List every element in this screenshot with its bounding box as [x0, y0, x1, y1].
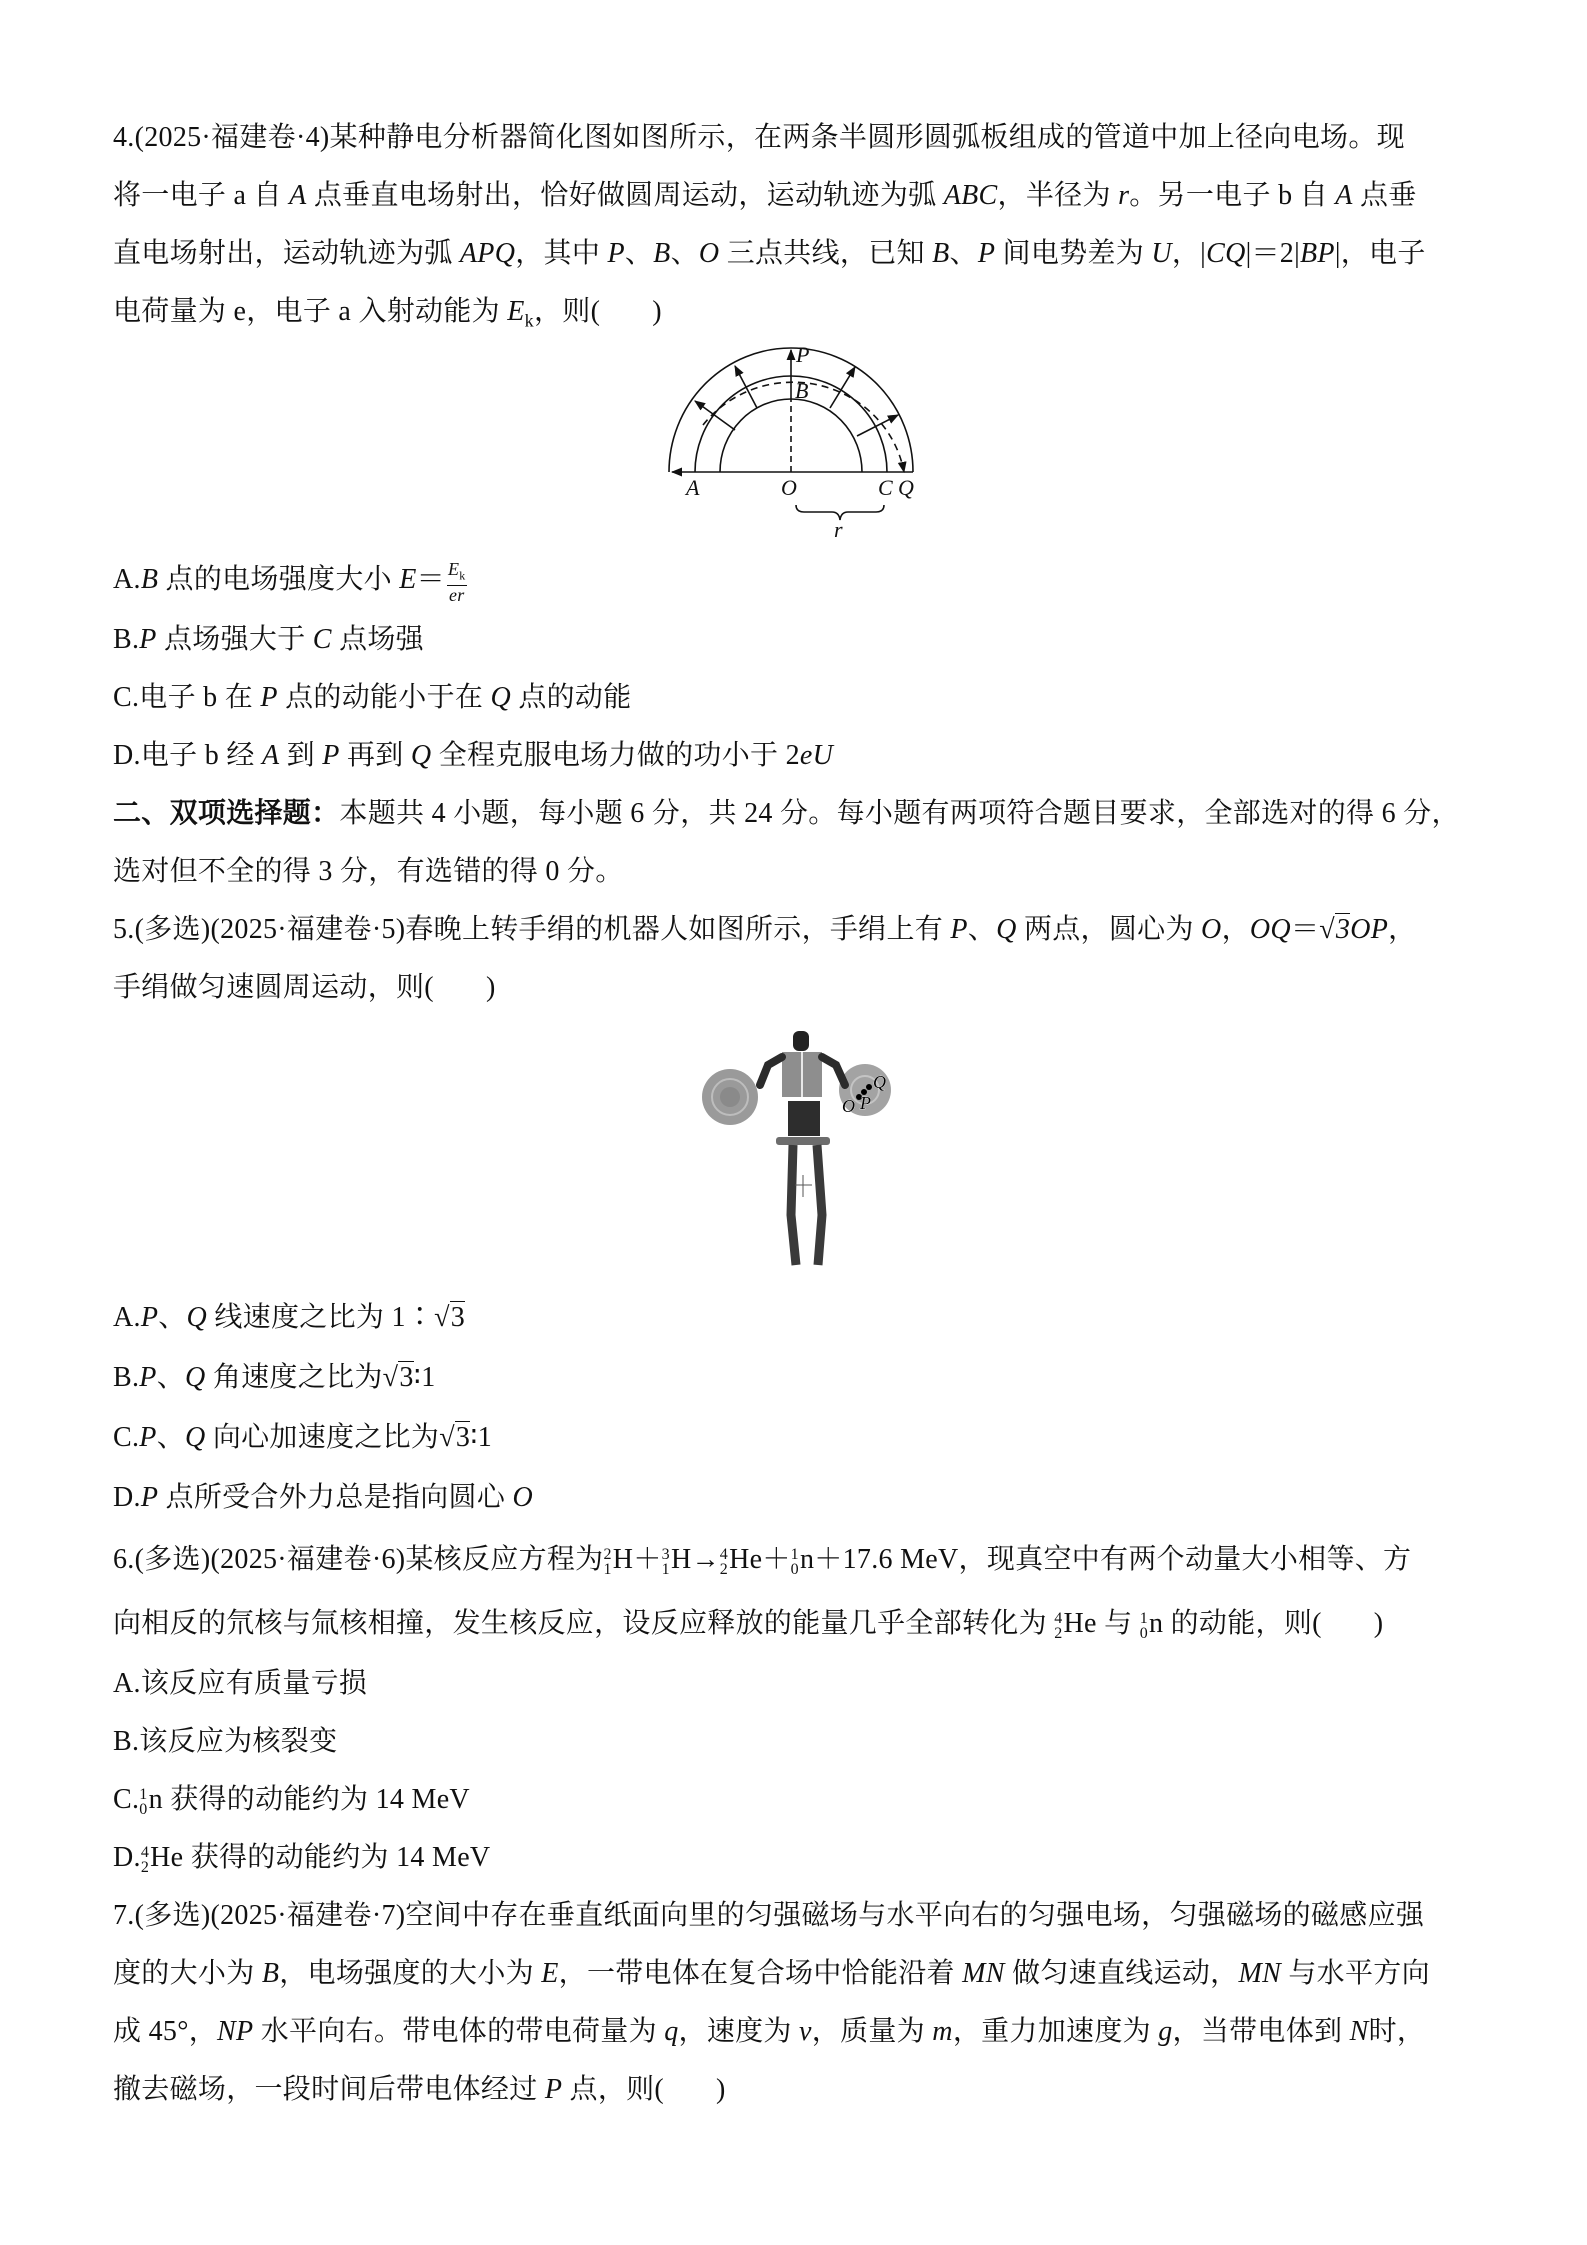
var-A: A: [289, 180, 307, 211]
label-O: O: [842, 1096, 855, 1116]
atomic-number: 1: [661, 1560, 670, 1578]
mass-number: 1: [139, 1785, 148, 1803]
q6-option-D[interactable]: [113, 1838, 490, 1878]
q5-source: (2025·福建卷·5): [210, 914, 406, 945]
mass-number: 2: [603, 1545, 612, 1563]
var-U: U: [1151, 238, 1172, 269]
nuclide-tritium: [662, 1540, 692, 1580]
nuclide-deuterium: [603, 1540, 633, 1580]
label-O: O: [781, 475, 797, 500]
robot-handkerchief-figure: [690, 1025, 900, 1275]
var-ABC: ABC: [943, 180, 998, 211]
section-instructions: 选对但不全的得 3 分，有选错的得 0 分。: [113, 856, 624, 887]
var-C: C: [312, 624, 332, 655]
section-title: 二、双项选择题：: [113, 798, 340, 829]
text: ): [652, 296, 662, 327]
text: 、: [156, 1362, 185, 1393]
text: |，电子: [1334, 238, 1426, 269]
var-OQ: OQ: [1249, 914, 1291, 945]
q5-number: 5.: [113, 914, 135, 945]
q4-stem-line-3: [113, 234, 1426, 274]
equals: ＝: [1290, 914, 1320, 945]
var-m: m: [932, 2016, 953, 2047]
q6-source: (2025·福建卷·6): [210, 1544, 406, 1575]
var-A: A: [1335, 180, 1353, 211]
option-letter: D.: [113, 740, 141, 771]
atomic-number: 0: [1139, 1624, 1148, 1642]
label-P: P: [860, 1093, 871, 1113]
text: 、: [670, 238, 699, 269]
text: ，一带电体在复合场中恰能沿着: [558, 1958, 963, 1989]
atomic-number: 2: [1054, 1624, 1063, 1642]
text: 点，则(: [562, 2074, 665, 2105]
q7-stem-line-1: [113, 1896, 1424, 1936]
element-symbol: He: [150, 1842, 184, 1873]
element-symbol: H: [612, 1544, 634, 1575]
text: ＋17.6 MeV，现真空中有两个动量大小相等、方: [814, 1544, 1412, 1575]
atomic-number: 0: [139, 1800, 148, 1818]
option-text: 点的动能小于在: [277, 682, 491, 713]
multi-select-tag: (多选): [134, 914, 211, 945]
var-B: B: [932, 238, 950, 269]
option-text: 点的动能: [511, 682, 632, 713]
var-OP: OP: [1350, 914, 1389, 945]
option-letter: D.: [113, 1842, 141, 1873]
var-E: E: [399, 564, 417, 596]
text: 手绢做匀速圆周运动，则(: [113, 972, 434, 1003]
text: ): [485, 972, 496, 1003]
text: |＝2|: [1245, 238, 1301, 269]
var-MN: MN: [1238, 1958, 1282, 1989]
option-text: 该反应为核裂变: [139, 1726, 338, 1757]
var-P: P: [139, 1362, 157, 1393]
var-Q: Q: [996, 914, 1017, 945]
text: 间电势差为: [995, 238, 1152, 269]
option-letter: B.: [113, 1362, 140, 1393]
option-text: 线速度之比为 1∶: [207, 1302, 435, 1333]
subscript-k: k: [459, 568, 466, 583]
var-P: P: [950, 914, 968, 945]
text: 做匀速直线运动，: [1004, 1958, 1239, 1989]
var-P: P: [139, 624, 157, 655]
radicand: 3: [450, 1302, 466, 1333]
text: ): [1373, 1608, 1384, 1639]
var-B: B: [653, 238, 671, 269]
section-2-instructions-line-2: [113, 852, 624, 892]
text: ，|: [1171, 238, 1207, 269]
text: ，当带电体到: [1172, 2016, 1350, 2047]
text: 将一电子 a 自: [113, 180, 290, 211]
mass-number: 4: [1054, 1609, 1063, 1627]
text: ∶1: [413, 1362, 436, 1393]
option-text: 电子 b 经: [140, 740, 262, 771]
var-E: E: [507, 296, 525, 327]
q6-stem-line-1: [113, 1540, 1411, 1580]
q6-number: 6.: [113, 1544, 135, 1575]
option-text: 全程克服电场力做的功小于 2: [431, 740, 800, 771]
mass-number: 1: [1139, 1609, 1148, 1627]
nuclide-neutron: [791, 1540, 815, 1580]
text: 的动能，则(: [1163, 1608, 1322, 1639]
q4-number: 4.: [113, 122, 135, 153]
label-P: P: [796, 342, 810, 367]
q5-stem-line-2: [113, 968, 496, 1008]
atomic-number: 2: [719, 1560, 729, 1578]
label-B: B: [795, 378, 809, 403]
text: 、: [949, 238, 978, 269]
label-Q: Q: [873, 1072, 886, 1092]
option-text: 再到: [339, 740, 411, 771]
text: 点垂: [1352, 180, 1417, 211]
radicand: 3: [1335, 914, 1351, 945]
var-E: E: [447, 559, 460, 579]
q4-option-C[interactable]: [113, 678, 632, 718]
plus: ＋: [633, 1544, 662, 1575]
q4-stem-text: 某种静电分析器简化图如图所示，在两条半圆形圆弧板组成的管道中加上径向电场。现: [329, 122, 1405, 153]
var-E: E: [541, 1958, 559, 1989]
label-r: r: [834, 517, 843, 542]
q5-option-D[interactable]: [113, 1478, 533, 1518]
var-Q: Q: [186, 1302, 208, 1333]
q7-source: (2025·福建卷·7): [210, 1900, 406, 1931]
q7-number: 7.: [113, 1900, 135, 1931]
var-A: A: [261, 740, 280, 771]
text: 直电场射出，运动轨迹为弧: [113, 238, 460, 269]
var-P: P: [977, 238, 996, 269]
text: ，: [1388, 914, 1417, 945]
var-P: P: [544, 2074, 563, 2105]
option-text: 获得的动能约为 14 MeV: [183, 1842, 491, 1873]
subscript-k: k: [524, 310, 534, 331]
section-instructions: 本题共 4 小题，每小题 6 分，共 24 分。每小题有两项符合题目要求，全部选对的得 6 分，: [339, 798, 1460, 829]
mass-number: 3: [661, 1545, 670, 1563]
q6-option-A[interactable]: [113, 1664, 367, 1704]
text: 两点，圆心为: [1016, 914, 1202, 945]
element-symbol: He: [729, 1544, 763, 1575]
text: 、: [158, 1302, 187, 1333]
option-text: 角速度之比为: [205, 1362, 383, 1393]
q4-option-A[interactable]: [113, 560, 467, 604]
var-Q: Q: [185, 1362, 206, 1393]
text: 撤去磁场，一段时间后带电体经过: [113, 2074, 545, 2105]
element-symbol: H: [670, 1544, 692, 1575]
q5-option-B[interactable]: [113, 1358, 436, 1398]
option-letter: A.: [113, 564, 141, 596]
text: ，: [1221, 914, 1250, 945]
q7-stem-line-4: [113, 2070, 726, 2110]
q5-option-A[interactable]: [113, 1298, 465, 1338]
var-B: B: [261, 1958, 280, 1989]
option-text: 该反应有质量亏损: [140, 1668, 368, 1699]
atomic-number: 0: [790, 1560, 799, 1578]
text: 点垂直电场射出，恰好做圆周运动，运动轨迹为弧: [306, 180, 944, 211]
sqrt: √3: [439, 1422, 471, 1453]
text: 春晚上转手绢的机器人如图所示，手绢上有: [405, 914, 951, 945]
text: 、: [967, 914, 997, 945]
radicand: 3: [455, 1422, 471, 1453]
atomic-number: 2: [140, 1858, 150, 1876]
var-Q: Q: [185, 1422, 206, 1453]
text: 时，: [1368, 2016, 1426, 2047]
text: ，质量为: [811, 2016, 933, 2047]
var-BP: BP: [1300, 238, 1335, 269]
text: 度的大小为: [113, 1958, 262, 1989]
reaction-arrow: →: [691, 1544, 720, 1575]
multi-select-tag: (多选): [134, 1544, 211, 1575]
var-APQ: APQ: [459, 238, 516, 269]
var-Q: Q: [410, 740, 432, 771]
label-C: C: [878, 475, 893, 500]
q4-stem-line-4: [113, 292, 662, 341]
multi-select-tag: (多选): [134, 1900, 211, 1931]
left-handkerchief-icon: [702, 1069, 758, 1125]
radicand: 3: [399, 1362, 414, 1393]
option-text: 点的电场强度大小: [158, 564, 400, 596]
option-text: 到: [279, 740, 323, 771]
text: 成 45°，: [113, 2016, 217, 2047]
text: 空间中存在垂直纸面向里的匀强磁场与水平向右的匀强电场，匀强磁场的磁感应强: [405, 1900, 1425, 1931]
text: 与水平方向: [1281, 1958, 1430, 1989]
electrostatic-analyzer-diagram: [640, 330, 960, 550]
q4-option-D[interactable]: [113, 736, 833, 776]
equals: ＝: [416, 564, 445, 596]
text: ，重力加速度为: [952, 2016, 1159, 2047]
mass-number: 4: [719, 1545, 729, 1563]
var-Q: Q: [490, 682, 512, 713]
text: ，则(: [533, 296, 601, 327]
var-P: P: [139, 1422, 157, 1453]
var-v: v: [799, 2016, 812, 2047]
nuclide-helium: [720, 1540, 763, 1580]
sqrt: √3: [434, 1302, 466, 1333]
option-letter: B.: [113, 624, 140, 655]
label-A: A: [686, 475, 700, 500]
option-text: 点场强大于: [156, 624, 313, 655]
q5-option-C[interactable]: [113, 1418, 492, 1458]
sqrt: √3: [382, 1362, 414, 1393]
q7-stem-line-2: [113, 1954, 1430, 1994]
var-B: B: [140, 564, 159, 596]
text: ，其中: [515, 238, 608, 269]
text: ∶1: [470, 1422, 493, 1453]
var-P: P: [322, 740, 340, 771]
robot-head: [793, 1031, 809, 1051]
text: 某核反应方程为: [405, 1544, 604, 1575]
option-letter: A.: [113, 1668, 141, 1699]
var-P: P: [140, 1482, 159, 1513]
q4-source: (2025·福建卷·4): [134, 122, 330, 153]
text: 、: [156, 1422, 185, 1453]
option-letter: C.: [113, 682, 140, 713]
var-O: O: [512, 1482, 533, 1513]
denominator: er: [448, 584, 465, 605]
option-text: 获得的动能约为 14 MeV: [162, 1784, 470, 1815]
option-text: 电子 b 在: [139, 682, 261, 713]
text: 、: [624, 238, 654, 269]
mass-number: 4: [140, 1843, 150, 1861]
element-symbol: He: [1063, 1608, 1097, 1639]
option-letter: D.: [113, 1482, 141, 1513]
element-symbol: n: [148, 1784, 163, 1815]
q5-stem-line-1: [113, 910, 1416, 950]
text: ，半径为: [997, 180, 1119, 211]
text: ，速度为: [678, 2016, 800, 2047]
var-eU: eU: [799, 740, 834, 771]
nuclide-neutron: [1140, 1604, 1164, 1644]
plus: ＋: [762, 1544, 791, 1575]
text: 水平向右。带电体的带电荷量为: [253, 2016, 665, 2047]
element-symbol: n: [799, 1544, 815, 1575]
q7-stem-line-3: [113, 2012, 1425, 2052]
q6-stem-line-2: [113, 1604, 1383, 1644]
q6-option-B[interactable]: [113, 1722, 337, 1762]
var-g: g: [1158, 2016, 1173, 2047]
option-letter: B.: [113, 1726, 140, 1757]
option-text: 点场强: [331, 624, 424, 655]
point-Q: [866, 1084, 872, 1090]
mass-number: 1: [790, 1545, 799, 1563]
var-O: O: [698, 238, 720, 269]
option-letter: C.: [113, 1784, 140, 1815]
var-MN: MN: [962, 1958, 1005, 1989]
var-r: r: [1118, 180, 1130, 211]
q6-option-C[interactable]: [113, 1780, 470, 1820]
var-N: N: [1349, 2016, 1369, 2047]
nuclide-neutron: [139, 1780, 163, 1820]
var-NP: NP: [217, 2016, 254, 2047]
option-letter: C.: [113, 1422, 140, 1453]
text: ): [716, 2074, 726, 2105]
var-CQ: CQ: [1206, 238, 1246, 269]
element-symbol: n: [1149, 1608, 1164, 1639]
var-P: P: [260, 682, 278, 713]
q4-option-B[interactable]: [113, 620, 424, 660]
var-q: q: [664, 2016, 679, 2047]
atomic-number: 1: [603, 1560, 612, 1578]
section-2-instructions-line-1: [113, 794, 1460, 834]
text: 三点共线，已知: [719, 238, 933, 269]
option-letter: A.: [113, 1302, 141, 1333]
q4-stem-line-1: [113, 118, 1405, 158]
var-P: P: [607, 238, 625, 269]
text: 电荷量为 e，电子 a 入射动能为: [113, 296, 508, 327]
text: 。另一电子 b 自: [1129, 180, 1336, 211]
text: ，电场强度的大小为: [279, 1958, 542, 1989]
text: 与: [1096, 1608, 1140, 1639]
var-P: P: [140, 1302, 159, 1333]
option-text: 向心加速度之比为: [205, 1422, 440, 1453]
var-O: O: [1201, 914, 1222, 945]
option-text: 点所受合外力总是指向圆心: [158, 1482, 513, 1513]
text: 向相反的氘核与氚核相撞，发生核反应，设反应释放的能量几乎全部转化为: [113, 1608, 1055, 1639]
fraction-Ek-over-er: [447, 560, 467, 604]
nuclide-helium: [141, 1838, 184, 1878]
nuclide-helium: [1054, 1604, 1097, 1644]
sqrt: √3: [1319, 914, 1351, 945]
q4-stem-line-2: [113, 176, 1417, 216]
label-Q: Q: [898, 475, 914, 500]
